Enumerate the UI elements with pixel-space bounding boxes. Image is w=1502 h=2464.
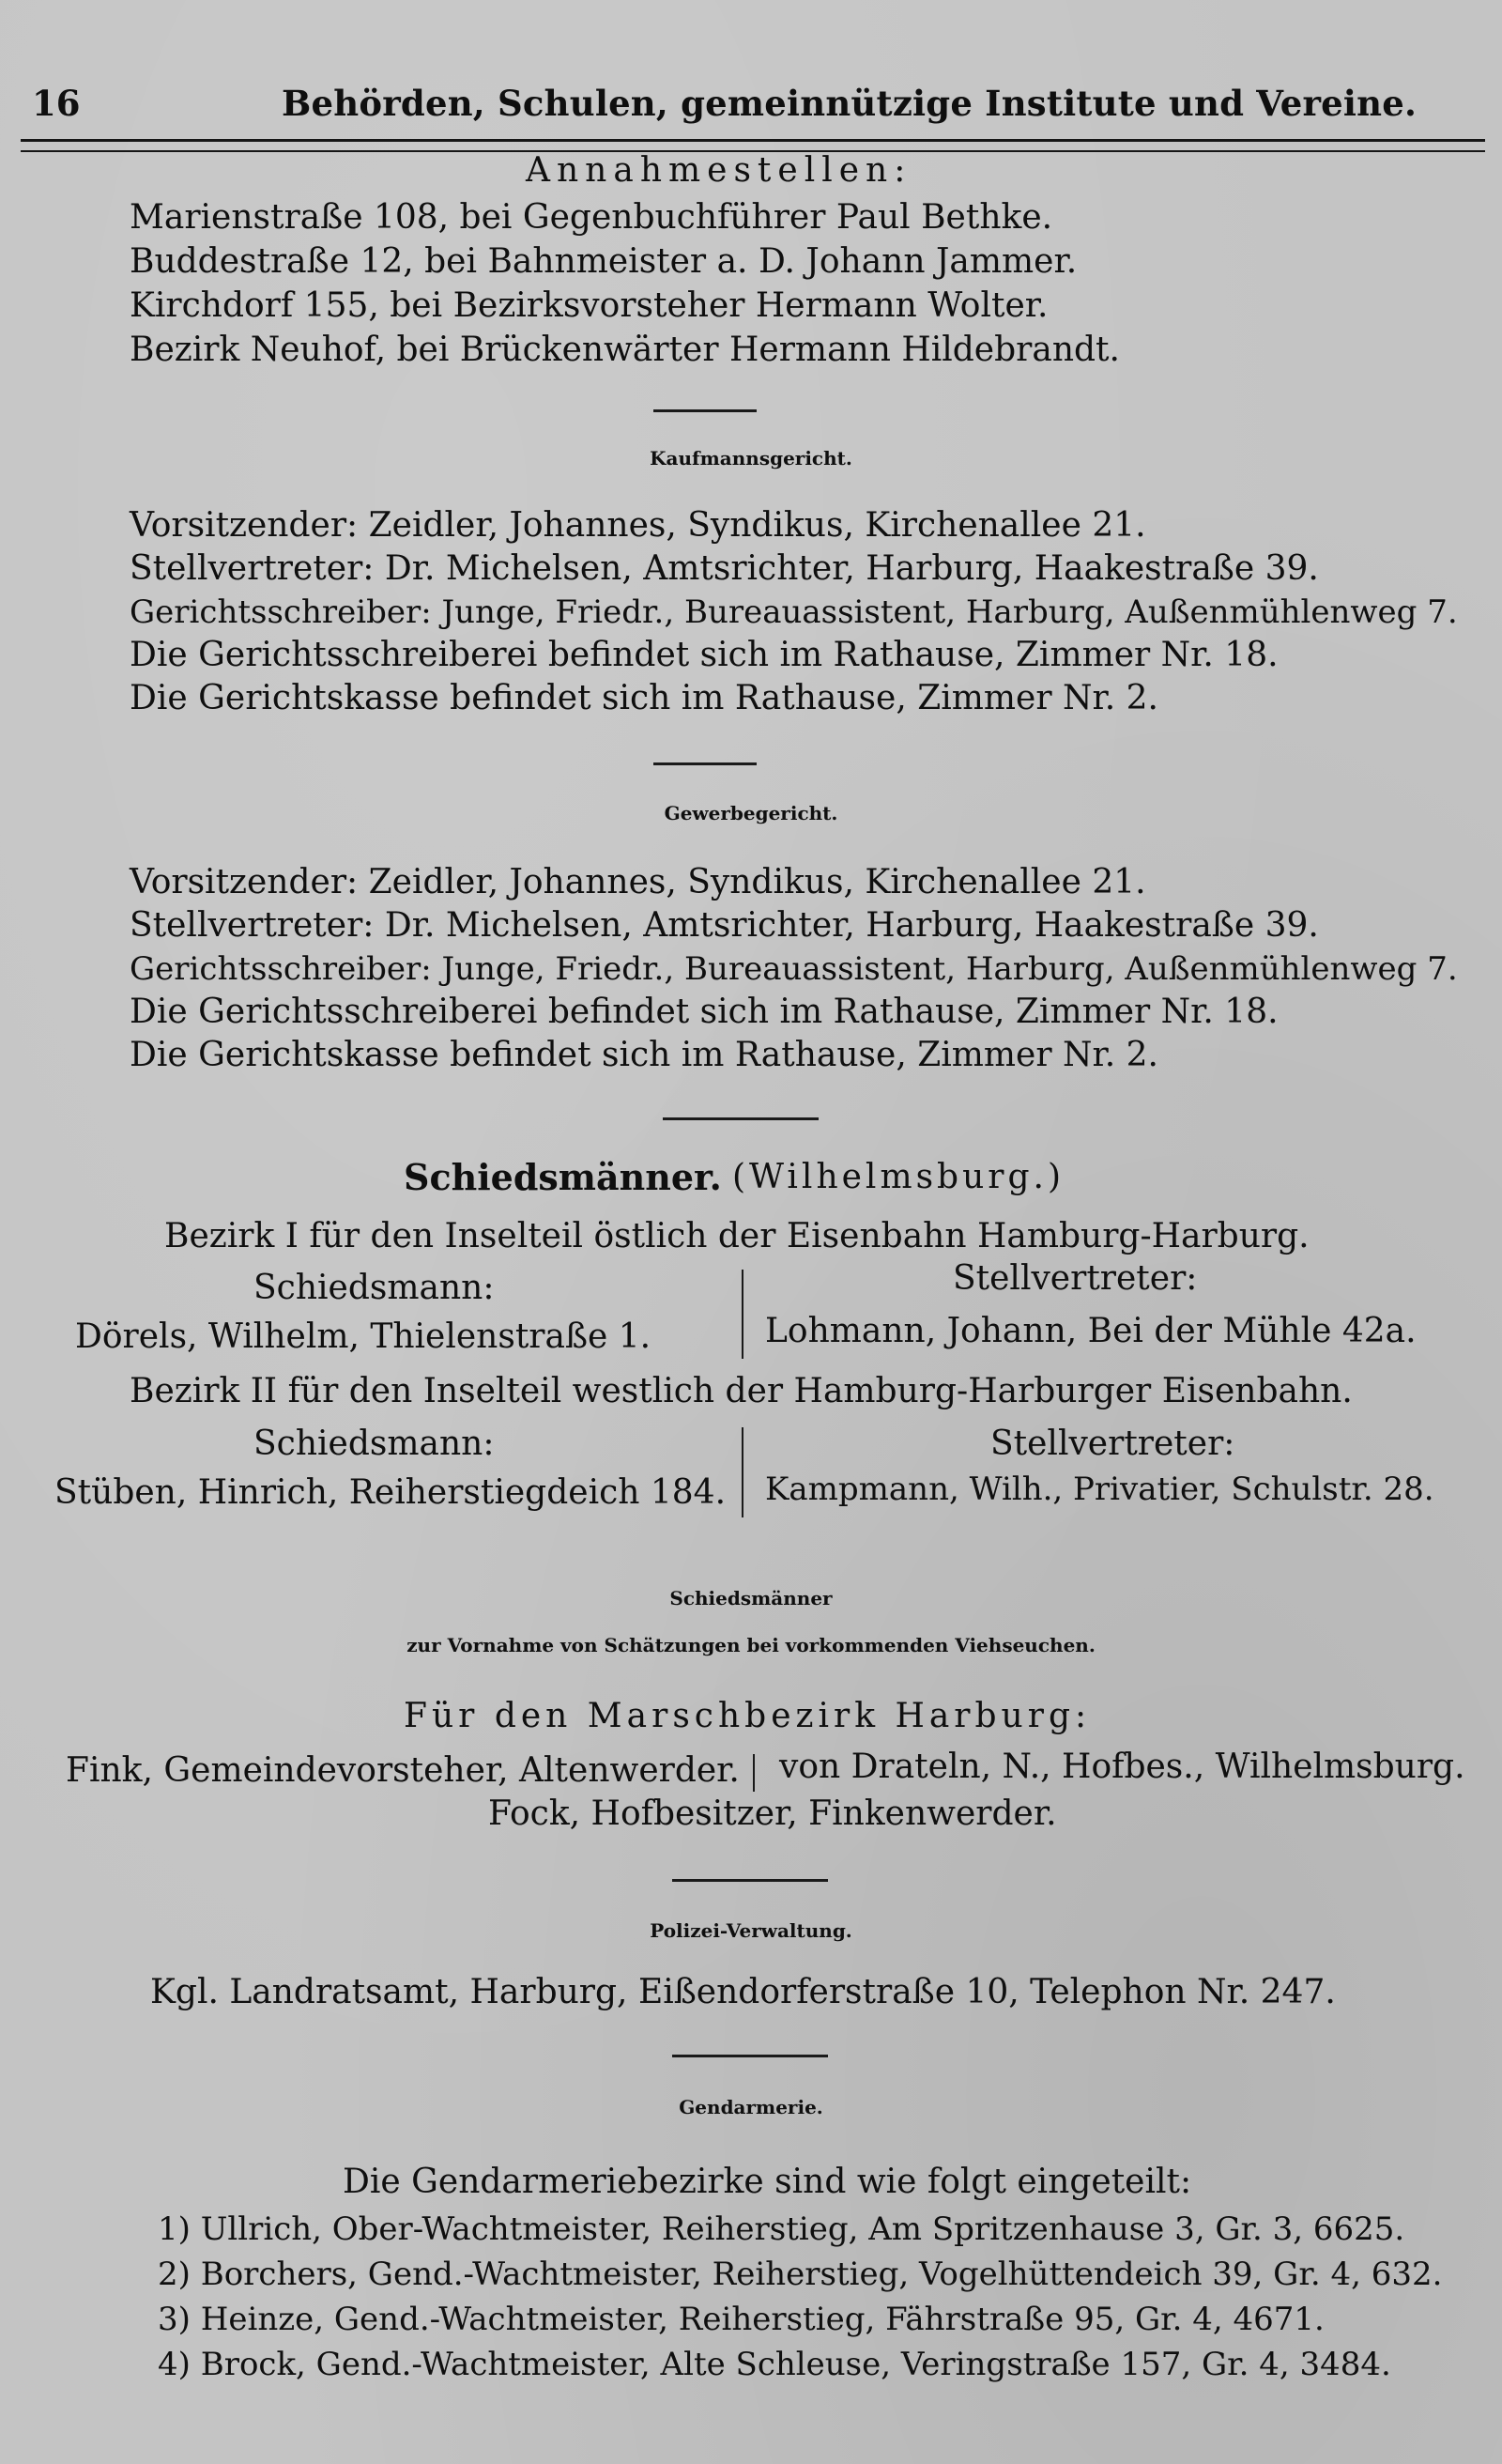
viehseuchen-third: Fock, Hofbesitzer, Finkenwerder.: [488, 1794, 1057, 1833]
gewerbegericht-line: Die Gerichtsschreiberei befindet sich im Rathause, Zimmer Nr. 18.: [130, 993, 1279, 1031]
bezirk2-title: Bezirk II für den Inselteil westlich der Hamburg-Harburger Eisenbahn.: [130, 1372, 1353, 1410]
kaufmannsgericht-line: Vorsitzender: Zeidler, Johannes, Syndikus, Kirchenallee 21.: [130, 506, 1146, 545]
viehseuchen-right: von Drateln, N., Hofbes., Wilhelmsburg.: [779, 1748, 1465, 1786]
bezirk2-left-label: Schiedsmann:: [253, 1424, 495, 1463]
bezirk2-right-value: Kampmann, Wilh., Privatier, Schulstr. 28.: [765, 1471, 1434, 1508]
bezirk1-left-label: Schiedsmann:: [253, 1269, 495, 1307]
section-divider: [663, 1117, 819, 1120]
annahmestelle-item: Buddestraße 12, bei Bahnmeister a. D. Johann Jammer.: [130, 242, 1078, 281]
column-divider: [742, 1270, 743, 1359]
schiedsmaenner-heading: Schiedsmänner.: [404, 1156, 722, 1198]
gendarmerie-item: 3) Heinze, Gend.-Wachtmeister, Reiherstieg, Fährstraße 95, Gr. 4, 4671.: [158, 2301, 1325, 2338]
bezirk1-title: Bezirk I für den Inselteil östlich der Eisenbahn Hamburg-Harburg.: [164, 1217, 1310, 1255]
viehseuchen-subheading: Für den Marschbezirk Harburg:: [404, 1697, 1092, 1735]
schiedsmaenner-location: (Wilhelmsburg.): [732, 1158, 1065, 1196]
section-divider: [653, 409, 757, 412]
gendarmerie-item: 4) Brock, Gend.-Wachtmeister, Alte Schleuse, Veringstraße 157, Gr. 4, 3484.: [158, 2346, 1391, 2383]
gendarmerie-intro: Die Gendarmeriebezirke sind wie folgt eingeteilt:: [343, 2163, 1192, 2201]
gendarmerie-heading: Gendarmerie.: [679, 2096, 823, 2118]
polizei-heading: Polizei-Verwaltung.: [650, 1919, 852, 1942]
annahmestellen-heading: Annahmestellen:: [526, 151, 912, 190]
gewerbegericht-heading: Gewerbegericht.: [664, 802, 838, 824]
gewerbegericht-line: Vorsitzender: Zeidler, Johannes, Syndikus, Kirchenallee 21.: [130, 863, 1146, 901]
polizei-line: Kgl. Landratsamt, Harburg, Eißendorferstraße 10, Telephon Nr. 247.: [150, 1973, 1336, 2011]
bezirk1-right-label: Stellvertreter:: [953, 1259, 1198, 1298]
viehseuchen-heading: Schiedsmänner: [669, 1587, 833, 1609]
gendarmerie-item: 2) Borchers, Gend.-Wachtmeister, Reiherstieg, Vogelhüttendeich 39, Gr. 4, 632.: [158, 2256, 1443, 2293]
section-divider: [672, 1879, 828, 1882]
bezirk2-right-label: Stellvertreter:: [990, 1424, 1235, 1463]
viehseuchen-left: Fink, Gemeindevorsteher, Altenwerder.: [66, 1751, 740, 1790]
kaufmannsgericht-line: Die Gerichtsschreiberei befindet sich im Rathause, Zimmer Nr. 18.: [130, 636, 1279, 674]
section-divider: [672, 2055, 828, 2057]
section-divider: [653, 762, 757, 765]
bezirk1-left-value: Dörels, Wilhelm, Thielenstraße 1.: [75, 1317, 651, 1356]
annahmestelle-item: Kirchdorf 155, bei Bezirksvorsteher Hermann Wolter.: [130, 286, 1049, 325]
page-number: 16: [32, 83, 81, 124]
column-divider: [742, 1427, 743, 1517]
kaufmannsgericht-line: Stellvertreter: Dr. Michelsen, Amtsrichter, Harburg, Haakestraße 39.: [130, 549, 1319, 588]
annahmestelle-item: Marienstraße 108, bei Gegenbuchführer Paul Bethke.: [130, 198, 1053, 237]
kaufmannsgericht-line: Gerichtsschreiber: Junge, Friedr., Bureauassistent, Harburg, Außenmühlenweg 7.: [130, 593, 1458, 631]
bezirk2-left-value: Stüben, Hinrich, Reiherstiegdeich 184.: [54, 1473, 727, 1512]
gewerbegericht-line: Stellvertreter: Dr. Michelsen, Amtsrichter, Harburg, Haakestraße 39.: [130, 906, 1319, 945]
viehseuchen-heading-line2: zur Vornahme von Schätzungen bei vorkommenden Viehseuchen.: [406, 1634, 1096, 1656]
page-header: [28, 83, 1474, 139]
gendarmerie-item: 1) Ullrich, Ober-Wachtmeister, Reiherstieg, Am Spritzenhause 3, Gr. 3, 6625.: [158, 2210, 1405, 2248]
annahmestelle-item: Bezirk Neuhof, bei Brückenwärter Hermann Hildebrandt.: [130, 331, 1120, 369]
running-title: Behörden, Schulen, gemeinnützige Institute und Vereine.: [282, 83, 1418, 124]
gewerbegericht-line: Gerichtsschreiber: Junge, Friedr., Bureauassistent, Harburg, Außenmühlenweg 7.: [130, 950, 1458, 988]
kaufmannsgericht-line: Die Gerichtskasse befindet sich im Rathause, Zimmer Nr. 2.: [130, 679, 1158, 717]
gewerbegericht-line: Die Gerichtskasse befindet sich im Rathause, Zimmer Nr. 2.: [130, 1036, 1158, 1074]
kaufmannsgericht-heading: Kaufmannsgericht.: [650, 447, 852, 470]
column-divider: [753, 1754, 755, 1792]
bezirk1-right-value: Lohmann, Johann, Bei der Mühle 42a.: [765, 1312, 1417, 1350]
